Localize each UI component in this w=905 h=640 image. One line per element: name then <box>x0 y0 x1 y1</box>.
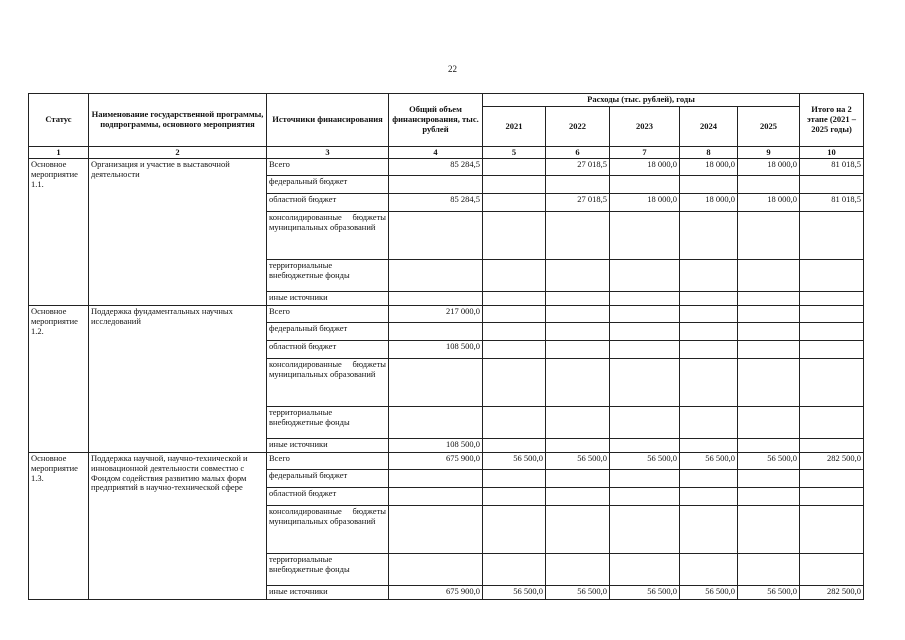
value-cell <box>546 260 610 292</box>
value-cell: 85 284,5 <box>389 159 483 176</box>
value-cell: 56 500,0 <box>680 453 738 470</box>
source-cell <box>267 194 389 212</box>
value-cell <box>800 323 864 341</box>
value-cell <box>483 212 546 260</box>
value-cell <box>546 488 610 506</box>
value-cell <box>738 407 800 439</box>
table-body <box>29 159 864 600</box>
value-cell: 217 000,0 <box>389 306 483 323</box>
column-number: 1 <box>29 147 89 159</box>
value-cell <box>610 439 680 453</box>
value-cell: 85 284,5 <box>389 194 483 212</box>
value-cell <box>389 323 483 341</box>
value-cell <box>610 341 680 359</box>
table-row <box>29 159 864 176</box>
status-cell: Основное мероприятие 1.2. <box>29 306 89 453</box>
value-cell <box>800 306 864 323</box>
status-cell: Основное мероприятие 1.1. <box>29 159 89 306</box>
column-number: 5 <box>483 147 546 159</box>
column-number: 10 <box>800 147 864 159</box>
source-cell <box>267 341 389 359</box>
value-cell: 56 500,0 <box>738 453 800 470</box>
value-cell <box>389 554 483 586</box>
value-cell <box>800 341 864 359</box>
value-cell <box>483 292 546 306</box>
source-label: Всего <box>269 306 290 316</box>
source-label: иные источники <box>269 439 328 449</box>
measure-name-cell: Поддержка научной, научно-технической и инновационной деятельности совместно с Фондом содействия развитию малых форм предприятий в научно-технической сфере <box>89 453 267 600</box>
source-cell <box>267 323 389 341</box>
value-cell <box>483 306 546 323</box>
value-cell: 56 500,0 <box>483 586 546 600</box>
measure-name-cell: Поддержка фундаментальных научных исследований <box>89 306 267 453</box>
page-number: 22 <box>448 64 457 74</box>
value-cell <box>800 506 864 554</box>
value-cell <box>800 488 864 506</box>
source-cell <box>267 176 389 194</box>
value-cell <box>546 407 610 439</box>
header-year: 2022 <box>546 107 610 147</box>
header-year: 2021 <box>483 107 546 147</box>
value-cell <box>389 488 483 506</box>
value-cell <box>389 506 483 554</box>
value-cell: 81 018,5 <box>800 194 864 212</box>
column-number: 4 <box>389 147 483 159</box>
value-cell: 18 000,0 <box>680 194 738 212</box>
value-cell <box>800 212 864 260</box>
value-cell: 56 500,0 <box>610 453 680 470</box>
source-label: территориальные внебюджетные фонды <box>269 407 350 427</box>
value-cell <box>680 341 738 359</box>
header-sources: Источники финансирования <box>267 94 389 147</box>
value-cell <box>738 260 800 292</box>
value-cell <box>800 176 864 194</box>
value-cell <box>546 292 610 306</box>
value-cell <box>610 212 680 260</box>
header-name: Наименование государственной программы, подпрограммы, основного мероприятия <box>89 94 267 147</box>
source-label: территориальные внебюджетные фонды <box>269 554 350 574</box>
value-cell <box>680 323 738 341</box>
value-cell <box>546 439 610 453</box>
value-cell <box>483 323 546 341</box>
source-label: федеральный бюджет <box>269 323 348 333</box>
value-cell <box>546 306 610 323</box>
value-cell <box>610 260 680 292</box>
column-number: 3 <box>267 147 389 159</box>
source-cell <box>267 554 389 586</box>
value-cell <box>738 341 800 359</box>
value-cell <box>610 359 680 407</box>
source-cell <box>267 260 389 292</box>
value-cell <box>680 212 738 260</box>
value-cell <box>680 260 738 292</box>
value-cell <box>483 407 546 439</box>
value-cell <box>800 359 864 407</box>
value-cell <box>680 359 738 407</box>
value-cell <box>738 292 800 306</box>
source-label: областной бюджет <box>269 341 337 351</box>
value-cell <box>389 212 483 260</box>
source-cell <box>267 586 389 600</box>
value-cell <box>483 439 546 453</box>
value-cell <box>800 260 864 292</box>
value-cell: 282 500,0 <box>800 586 864 600</box>
value-cell <box>738 470 800 488</box>
value-cell: 675 900,0 <box>389 586 483 600</box>
value-cell <box>546 506 610 554</box>
value-cell <box>546 212 610 260</box>
value-cell <box>738 306 800 323</box>
source-label: консолидированные бюджеты муниципальных образований <box>269 212 386 232</box>
source-cell <box>267 159 389 176</box>
value-cell <box>483 341 546 359</box>
header-year: 2024 <box>680 107 738 147</box>
value-cell <box>610 488 680 506</box>
value-cell: 56 500,0 <box>738 586 800 600</box>
value-cell: 56 500,0 <box>546 453 610 470</box>
value-cell <box>483 359 546 407</box>
source-cell <box>267 212 389 260</box>
value-cell <box>546 323 610 341</box>
source-cell <box>267 306 389 323</box>
header-status: Статус <box>29 94 89 147</box>
value-cell <box>680 407 738 439</box>
source-label: территориальные внебюджетные фонды <box>269 260 350 280</box>
value-cell: 81 018,5 <box>800 159 864 176</box>
value-cell <box>610 306 680 323</box>
value-cell <box>483 488 546 506</box>
source-cell <box>267 407 389 439</box>
value-cell <box>738 554 800 586</box>
value-cell <box>680 439 738 453</box>
value-cell <box>800 554 864 586</box>
source-label: областной бюджет <box>269 488 337 498</box>
source-label: федеральный бюджет <box>269 176 348 186</box>
value-cell: 282 500,0 <box>800 453 864 470</box>
value-cell <box>800 292 864 306</box>
value-cell <box>610 470 680 488</box>
header-total: Общий объем финансирования, тыс. рублей <box>389 94 483 147</box>
table-row <box>29 453 864 470</box>
value-cell <box>610 407 680 439</box>
value-cell: 675 900,0 <box>389 453 483 470</box>
value-cell: 18 000,0 <box>610 159 680 176</box>
value-cell <box>546 176 610 194</box>
value-cell <box>738 323 800 341</box>
value-cell: 108 500,0 <box>389 439 483 453</box>
header-year: 2025 <box>738 107 800 147</box>
source-label: Всего <box>269 453 290 463</box>
column-number: 9 <box>738 147 800 159</box>
value-cell <box>546 470 610 488</box>
value-cell <box>610 292 680 306</box>
value-cell <box>610 554 680 586</box>
source-label: иные источники <box>269 292 328 302</box>
value-cell <box>483 470 546 488</box>
value-cell <box>389 407 483 439</box>
source-cell <box>267 488 389 506</box>
value-cell: 56 500,0 <box>483 453 546 470</box>
source-label: федеральный бюджет <box>269 470 348 480</box>
column-numbers-row <box>29 147 864 159</box>
value-cell <box>389 176 483 194</box>
value-cell <box>680 470 738 488</box>
value-cell: 18 000,0 <box>610 194 680 212</box>
value-cell <box>800 407 864 439</box>
value-cell <box>738 176 800 194</box>
value-cell <box>680 506 738 554</box>
value-cell <box>800 439 864 453</box>
value-cell <box>546 341 610 359</box>
source-label: иные источники <box>269 586 328 596</box>
value-cell <box>680 488 738 506</box>
column-number: 8 <box>680 147 738 159</box>
value-cell: 18 000,0 <box>680 159 738 176</box>
value-cell <box>483 260 546 292</box>
source-cell <box>267 506 389 554</box>
value-cell <box>389 260 483 292</box>
source-label: консолидированные бюджеты муниципальных образований <box>269 506 386 526</box>
value-cell <box>483 176 546 194</box>
budget-table <box>28 93 864 600</box>
value-cell <box>738 439 800 453</box>
value-cell: 18 000,0 <box>738 159 800 176</box>
value-cell <box>483 506 546 554</box>
value-cell <box>680 554 738 586</box>
value-cell <box>610 323 680 341</box>
value-cell <box>483 194 546 212</box>
value-cell <box>389 359 483 407</box>
source-cell <box>267 292 389 306</box>
value-cell: 18 000,0 <box>738 194 800 212</box>
value-cell: 56 500,0 <box>546 586 610 600</box>
status-cell: Основное мероприятие 1.3. <box>29 453 89 600</box>
value-cell <box>610 176 680 194</box>
value-cell <box>483 554 546 586</box>
value-cell: 27 018,5 <box>546 194 610 212</box>
value-cell <box>546 359 610 407</box>
header-year: 2023 <box>610 107 680 147</box>
source-cell <box>267 453 389 470</box>
value-cell <box>680 306 738 323</box>
value-cell <box>800 470 864 488</box>
value-cell <box>680 292 738 306</box>
value-cell <box>483 159 546 176</box>
value-cell <box>680 176 738 194</box>
source-cell <box>267 470 389 488</box>
value-cell: 27 018,5 <box>546 159 610 176</box>
source-label: областной бюджет <box>269 194 337 204</box>
value-cell <box>738 359 800 407</box>
source-label: консолидированные бюджеты муниципальных образований <box>269 359 386 379</box>
value-cell: 108 500,0 <box>389 341 483 359</box>
column-number: 6 <box>546 147 610 159</box>
table-row <box>29 306 864 323</box>
value-cell <box>389 292 483 306</box>
value-cell <box>389 470 483 488</box>
source-cell <box>267 439 389 453</box>
column-number: 7 <box>610 147 680 159</box>
source-label: Всего <box>269 159 290 169</box>
value-cell <box>738 212 800 260</box>
column-number: 2 <box>89 147 267 159</box>
value-cell <box>546 554 610 586</box>
value-cell <box>738 506 800 554</box>
value-cell: 56 500,0 <box>610 586 680 600</box>
source-cell <box>267 359 389 407</box>
value-cell <box>738 488 800 506</box>
header-stage-total: Итого на 2 этапе (2021 – 2025 годы) <box>800 94 864 147</box>
measure-name-cell: Организация и участие в выставочной деятельности <box>89 159 267 306</box>
value-cell: 56 500,0 <box>680 586 738 600</box>
value-cell <box>610 506 680 554</box>
header-expenses: Расходы (тыс. рублей), годы <box>483 94 800 107</box>
